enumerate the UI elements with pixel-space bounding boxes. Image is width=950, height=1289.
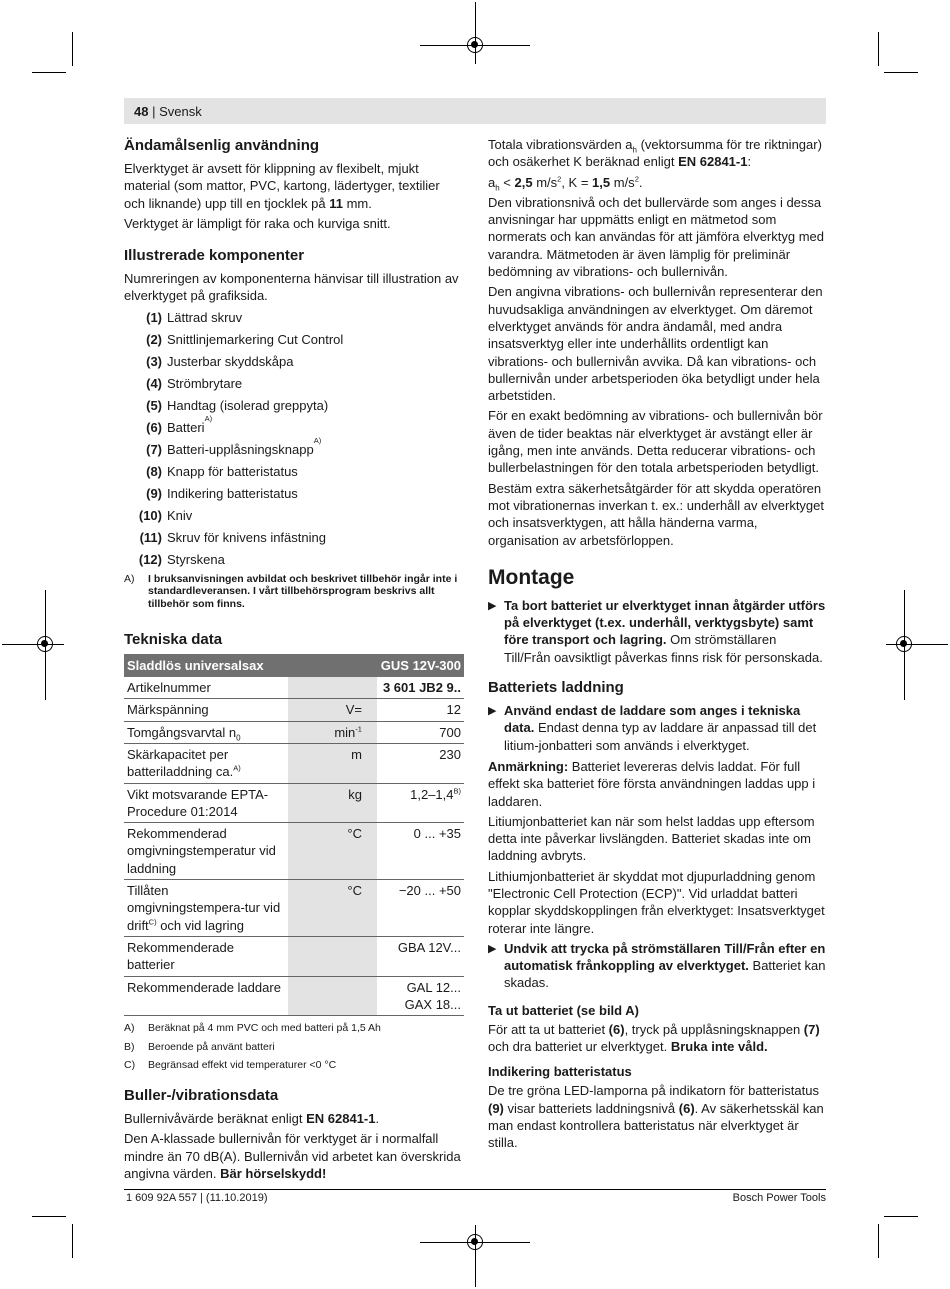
footer-brand: Bosch Power Tools [732,1192,826,1204]
component-label: Kniv [167,507,193,523]
component-item [124,397,464,414]
paragraph: Den angivna vibrations- och bullernivån representerar den huvudsakliga användningen av elverktyget. Om däremot elverktyget används för andra ändamål, med andra insatsverktyg eller inte underhållits ordentligt kan vibrations- och bullernivån avvika. Då kan vibrations- och bullernivån under arbetsperioden öka betydligt under hela arbetstiden. [488,284,823,404]
registration-mark [475,2,476,64]
paragraph: Anmärkning: Batteriet levereras delvis laddat. För full effekt ska batteriet före första användningen laddas upp i laddaren. [488,758,816,809]
section-title: Illustrerade komponenter [124,247,305,265]
tech-data-table [124,654,464,1016]
paragraph: Totala vibrationsvärden $a_h$ (vektorsumma för tre riktningar) och osäkerhet K beräknad enligt EN 62841-1: [488,137,822,170]
component-label: Justerbar skyddskåpa [167,353,294,369]
component-number: (4) [146,375,162,391]
component-number: (11) [139,529,162,545]
page-header [124,98,826,124]
component-number: (7) [146,441,162,457]
component-number: (5) [146,397,162,413]
paragraph: Den vibrationsnivå och det bullervärde som anges i dessa anvisningar har uppmätts enligt en mätmetod som normerats och kan användas för att jämföra elverktyg med varandra. Mätmetoden är även lämplig för preliminär bedömning av vibrations- och bullernivån. [488,194,824,280]
crop-mark [32,1216,66,1217]
paragraph: För en exakt bedömning av vibrations- och bullernivån bör även de tider beaktas när elverktyget är avstängt eller är igång, men inte används. Detta reducerar vibrations- och bullerbelastningen för den totala arbetsperioden betydligt. [488,408,823,476]
component-item [124,551,464,568]
warning-bullet: ▶ Undvik att trycka på strömställaren Till/Från efter en automatisk frånkoppling av elverktyget. Batteriet kan skadas. [488,940,826,991]
component-item [124,463,464,480]
right-column [488,136,826,1155]
registration-mark [896,636,912,652]
registration-mark [37,636,53,652]
subsection-title: Ta ut batteriet (se bild A) [488,1002,639,1018]
table-row: Rekommenderade batterier GBA 12V... [124,936,464,976]
component-list [124,309,464,568]
registration-mark [2,644,64,645]
component-item [124,507,464,524]
crop-mark [72,32,73,66]
component-label: Snittlinjemarkering Cut Control [167,331,344,347]
component-label: Indikering batteristatus [167,485,298,501]
paragraph: Lithiumjonbatteriet är skyddat mot djupurladdning genom "Electronic Cell Protection (ECP)". Vid urladdat batteri kopplar skyddskopplingen från elverktyget: Insatsverktyget roterar inte längre. [488,868,825,936]
component-number: (6) [146,419,162,435]
table-footnote: A) Beräknat på 4 mm PVC och med batteri på 1,5 Ah [124,1022,381,1035]
footnote: A) I bruksanvisningen avbildat och beskrivet tillbehör ingår inte i standardleveransen. I vårt tillbehörsprogram beskrivs allt tillbehör som finns. [124,572,458,610]
table-row: Tomgångsvarvtal $n_0$ $\min^{-1}$ 700 [124,721,464,743]
component-number: (8) [146,463,162,479]
table-row: Vikt motsvarande EPTA-Procedure 01:2014 kg $1,2-1,4^{B)}$ [124,783,464,823]
table-row: Tillåten omgivningstempera-tur vid drift$^{C)}$ och vid lagring °C −20 ... +50 [124,880,464,937]
section-title: Ändamålsenlig användning [124,137,320,154]
table-row: Skärkapacitet per batteriladdning ca.$^{A)}$ m 230 [124,743,464,783]
component-item [124,529,464,546]
paragraph: Verktyget är lämpligt för raka och kurviga snitt. [124,215,391,231]
warning-bullet: ▶ Använd endast de laddare som anges i tekniska data. Endast denna typ av laddare är anpassad till det litium-jonbatteri som används i elverktyget. [488,703,817,753]
triangle-bullet-icon: ▶ [488,599,497,612]
crop-mark [72,1224,73,1258]
chapter-title: Montage [488,565,575,589]
table-footnote: C) Begränsad effekt vid temperaturer <0 °C [124,1059,337,1072]
table-row: Märkspänning V= 12 [124,699,464,721]
crop-mark [32,72,66,73]
section-title: Buller-/vibrationsdata [124,1087,279,1105]
component-label: Styrskena [167,551,225,567]
footnote-ref: A) [204,413,213,423]
component-label: Lättrad skruv [167,309,243,325]
component-number: (9) [146,485,162,501]
footer-rule [124,1189,826,1190]
component-item [124,309,464,326]
component-label: Handtag (isolerad greppyta) [167,397,329,413]
section-title: Tekniska data [124,631,223,649]
crop-mark [878,32,879,66]
component-number: (12) [138,551,162,567]
component-label: Batteri [167,419,205,435]
component-item [124,353,464,370]
component-label: Strömbrytare [167,375,243,391]
registration-mark [467,1234,483,1250]
crop-mark [884,72,918,73]
paragraph: Bestäm extra säkerhetsåtgärder för att skydda operatören mot vibrationernas inverkan t. ex.: underhåll av elverktyget och insatsverktygen, att hålla händerna varma, organisation av arbetsförloppen. [488,480,825,548]
crop-mark [884,1216,918,1217]
component-label: Knapp för batteristatus [167,463,298,479]
component-number: (2) [146,331,162,347]
component-number: (3) [146,353,162,369]
component-number: (10) [138,507,162,523]
table-row: Artikelnummer 3 601 JB2 9.. [124,677,464,699]
page-header-text: 48 | Svensk [134,104,202,119]
paragraph: Litiumjonbatteriet kan när som helst laddas upp eftersom detta inte påverkar livslängden. Batteriet skadas inte om laddning avbryts. [488,813,815,864]
crop-mark [878,1224,879,1258]
component-label: Skruv för knivens infästning [167,529,326,545]
registration-mark [467,37,483,53]
warning-bullet: ▶ Ta bort batteriet ur elverktyget innan åtgärder utförs på elverktyget (t.ex. underhåll, verktygsbyte) samt före transport och lagring. Om strömställaren Till/Från oavsiktligt påverkas finns risk för personskada. [488,597,826,665]
paragraph: Elverktyget är avsett för klippning av flexibelt, mjukt material (som mattor, PVC, kartong, lädertyger, textilier och liknande) upp till en tjocklek på 11 mm. [124,161,440,211]
component-item [124,413,464,436]
section-title: Batteriets laddning [488,679,624,697]
component-item [124,375,464,392]
page-number: 48 [134,104,149,119]
component-item [124,485,464,502]
table-footnote: B) Beroende på använt batteri [124,1040,275,1053]
component-item [124,435,464,458]
table-header: Sladdlös universalsax GUS 12V-300 [124,654,464,677]
paragraph: De tre gröna LED-lamporna på indikatorn för batteristatus (9) visar batteriets laddningsnivå (6). Av säkerhetsskäl kan man endast kontrollera batteristatus när elverktyget är stilla. [488,1083,824,1151]
paragraph: För att ta ut batteriet (6), tryck på upplåsningsknappen (7) och dra batteriet ur elverktyget. Bruka inte våld. [488,1021,820,1055]
left-column [124,136,464,1185]
component-number: (1) [146,309,162,325]
paragraph: Numreringen av komponenterna hänvisar till illustration av elverktyget på grafiksida. [124,271,459,304]
table-footnotes [124,1022,464,1072]
footnote-ref: A) [313,435,322,445]
page-language: Svensk [159,104,202,119]
table-row: Rekommenderad omgivningstemperatur vid laddning °C 0 ... +35 [124,823,464,880]
paragraph: Den A-klassade bullernivån för verktyget är i normalfall mindre än 70 dB(A). Bullernivån vid arbetet kan överskrida angivna värden. Bär hörselskydd! [124,1131,461,1182]
component-label: Batteri-upplåsningsknapp [167,441,314,457]
footer-doc-number: 1 609 92A 557 | (11.10.2019) [126,1192,268,1204]
component-item [124,331,464,348]
subsection-title: Indikering batteristatus [488,1064,632,1080]
table-row: Rekommenderade laddare GAL 12... GAX 18... [124,976,464,1016]
paragraph: Bullernivåvärde beräknat enligt EN 62841-1. [124,1111,380,1127]
paragraph: $a_h < 2,5$ $m/s^2$, K = 1,5 $m/s^2$. [488,174,643,193]
triangle-bullet-icon: ▶ [488,942,497,955]
triangle-bullet-icon: ▶ [488,705,497,718]
